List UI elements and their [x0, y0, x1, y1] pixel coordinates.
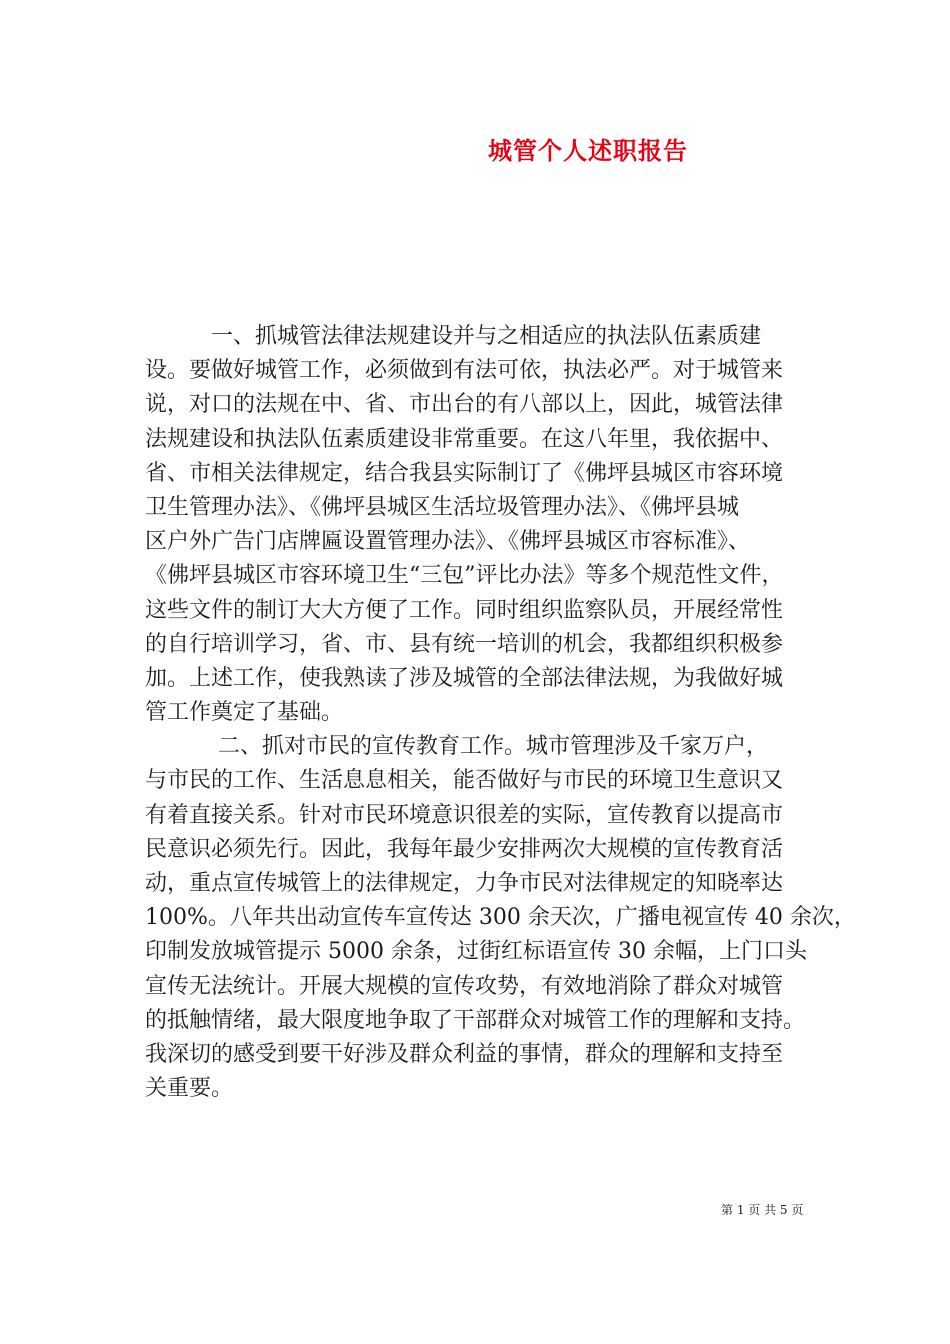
text-line: 民意识必须先行。因此，我每年最少安排两次大规模的宣传教育活 — [145, 836, 784, 862]
text-line: 这些文件的制订大大方便了工作。同时组织监察队员，开展经常性 — [145, 597, 784, 623]
text-line: 《佛坪县城区市容环境卫生“三包”评比办法》等多个规范性文件， — [145, 563, 784, 589]
text-line: 100%。八年共出动宣传车宣传达 300 余天次，广播电视宣传 40 余次， — [145, 905, 856, 931]
text-line: 管工作奠定了基础。 — [145, 700, 344, 726]
text-line: 加。上述工作，使我熟读了涉及城管的全部法律法规，为我做好城 — [145, 665, 784, 691]
text-line: 设。要做好城管工作，必须做到有法可依，执法必严。对于城管来 — [145, 358, 784, 384]
text-line: 的自行培训学习，省、市、县有统一培训的机会，我都组织积极参 — [145, 631, 784, 657]
text-line: 区户外广告门店牌匾设置管理办法》、《佛坪县城区市容标准》、 — [145, 529, 751, 555]
text-line: 法规建设和执法队伍素质建设非常重要。在这八年里，我依据中、 — [145, 426, 784, 452]
text-line: 卫生管理办法》、《佛坪县城区生活垃圾管理办法》、《佛坪县城 — [145, 494, 740, 520]
text-line: 与市民的工作、生活息息相关，能否做好与市民的环境卫生意识又 — [145, 768, 784, 794]
text-line: 一、抓城管法律法规建设并与之相适应的执法队伍素质建 — [145, 324, 762, 349]
paragraph-1 — [145, 320, 825, 730]
text-line: 宣传无法统计。开展大规模的宣传攻势，有效地消除了群众对城管 — [145, 973, 784, 999]
text-line: 我深切的感受到要干好涉及群众利益的事情，群众的理解和支持至 — [145, 1041, 784, 1067]
paragraph-2 — [145, 730, 856, 1106]
text-line: 动，重点宣传城管上的法律规定，力争市民对法律规定的知晓率达 — [145, 871, 784, 896]
text-line: 二、抓对市民的宣传教育工作。城市管理涉及千家万户， — [145, 734, 768, 760]
text-line: 省、市相关法律规定，结合我县实际制订了《佛坪县城区市容环境 — [145, 460, 784, 486]
text-line: 有着直接关系。针对市民环境意识很差的实际，宣传教育以提高市 — [145, 802, 784, 828]
document-body — [145, 320, 856, 1106]
text-line: 的抵触情绪，最大限度地争取了干部群众对城管工作的理解和支持。 — [145, 1007, 806, 1033]
page-title: 城管个人述职报告 — [488, 136, 688, 165]
text-line: 说，对口的法规在中、省、市出台的有八部以上，因此，城管法律 — [145, 392, 784, 418]
text-line: 关重要。 — [145, 1076, 234, 1102]
text-line: 印制发放城管提示 5000 余条，过街红标语宣传 30 余幅，上门口头 — [145, 939, 807, 965]
page-number-footer: 第 1 页 共 5 页 — [721, 1203, 804, 1217]
